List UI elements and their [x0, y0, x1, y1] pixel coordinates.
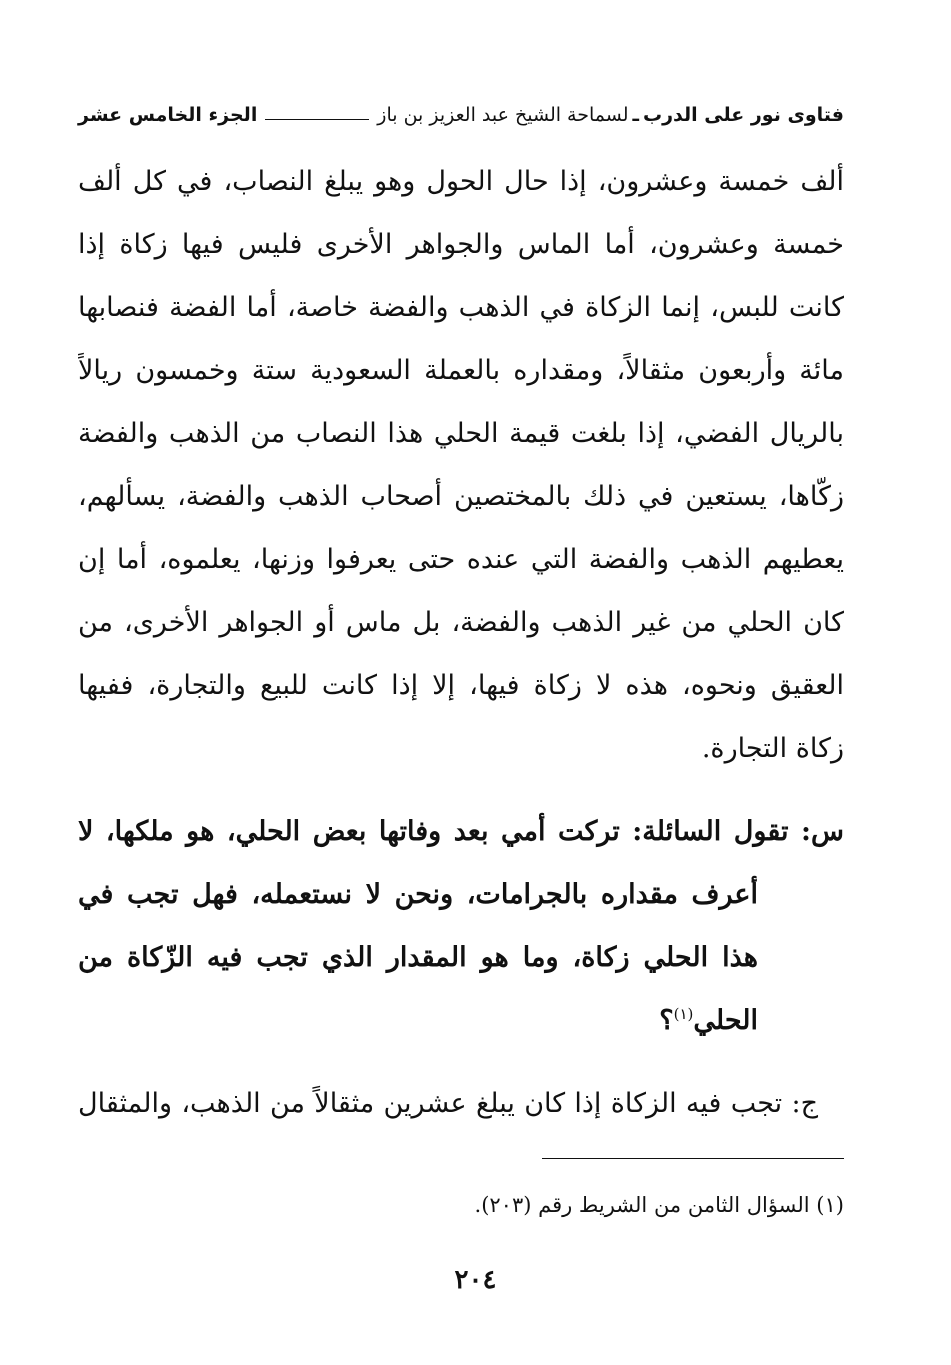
question-mark: ؟ [659, 1005, 674, 1036]
question-line: تقول السائلة: تركت أمي بعد وفاتها بعض الحلي، هو ملكها، لا [78, 816, 789, 847]
question-prefix: س: [801, 816, 844, 847]
body-line: كانت للبس، إنما الزكاة في الذهب والفضة خاصة، أما الفضة فنصابها [78, 292, 844, 323]
body-line: يعطيهم الذهب والفضة التي عنده حتى يعرفوا وزنها، يعلموه، أما إن [78, 544, 844, 575]
running-header [78, 98, 844, 132]
question-line-last [78, 989, 844, 1052]
header-rule [265, 119, 369, 120]
body-line: العقيق ونحوه، هذه لا زكاة فيها، إلا إذا كانت للبيع والتجارة، ففيها [78, 670, 844, 701]
footnote-text: (١) السؤال الثامن من الشريط رقم (٢٠٣). [474, 1193, 844, 1217]
answer-block [78, 1072, 844, 1135]
body-line: مائة وأربعون مثقالاً، ومقداره بالعملة السعودية ستة وخمسون ريالاً [78, 355, 844, 386]
question-line: الحلي [693, 1005, 758, 1036]
body-line: زكّاها، يستعين في ذلك بالمختصين أصحاب الذهب والفضة، يسألهم، [78, 481, 844, 512]
body-line: زكاة التجارة. [701, 733, 844, 764]
volume-label: الجزء الخامس عشر [78, 104, 258, 126]
body-line: كان الحلي من غير الذهب والفضة، بل ماس أو الجواهر الأخرى، من [78, 607, 844, 638]
question-block [78, 800, 844, 1052]
question-line-first [78, 800, 844, 863]
answer-line [78, 1072, 844, 1135]
footnote-reference: (١) [673, 1005, 694, 1023]
answer-text: تجب فيه الزكاة إذا كان يبلغ عشرين مثقالاً من الذهب، والمثقال [78, 1088, 783, 1119]
answer-prefix: ج: [791, 1088, 818, 1119]
question-line: هذا الحلي زكاة، وما هو المقدار الذي تجب فيه الزّكاة من [78, 942, 758, 973]
body-line: ألف خمسة وعشرون، إذا حال الحول وهو يبلغ النصاب، في كل ألف [78, 166, 844, 197]
author-name: لسماحة الشيخ عبد العزيز بن باز [377, 104, 629, 126]
body-line: خمسة وعشرون، أما الماس والجواهر الأخرى فليس فيها زكاة إذا [78, 229, 844, 260]
question-line: أعرف مقداره بالجرامات، ونحن لا نستعمله، فهل تجب في [78, 879, 758, 910]
header-separator: ـ [632, 104, 639, 126]
footnote-divider [542, 1158, 844, 1159]
body-line: بالريال الفضي، إذا بلغت قيمة الحلي هذا النصاب من الذهب والفضة [78, 418, 844, 449]
body-paragraph [78, 150, 844, 780]
book-title: فتاوى نور على الدرب [643, 104, 844, 126]
page-number: ٢٠٤ [454, 1265, 497, 1295]
